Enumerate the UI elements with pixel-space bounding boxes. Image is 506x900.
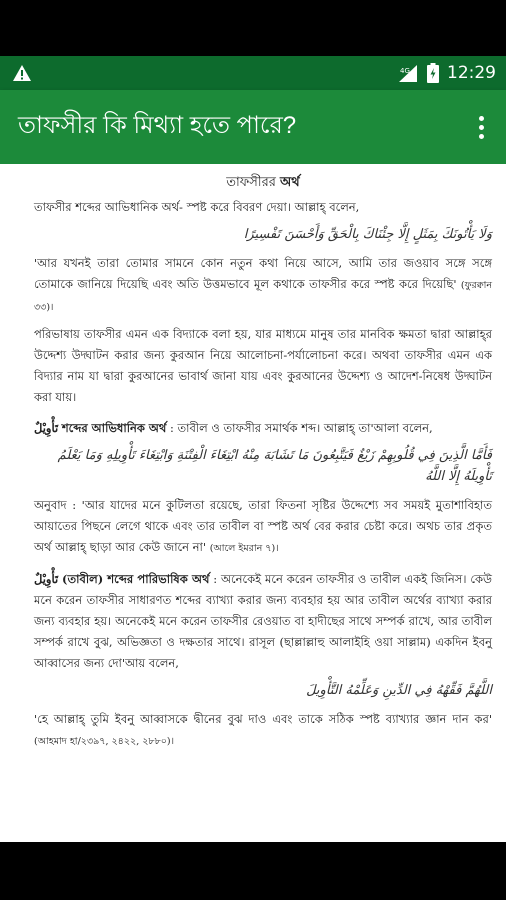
app-title: তাফসীর কি মিথ্যা হতে পারে?	[18, 112, 297, 139]
section-title: শব্দের আভিধানিক অর্থ	[61, 421, 167, 435]
more-vert-icon[interactable]	[470, 107, 492, 147]
battery-icon	[427, 63, 439, 83]
paragraph-5: 'হে আল্লাহ্ তুমি ইবনু আব্বাসকে দ্বীনের বুঝ দাও এবং তাকে সঠিক স্পষ্ট ব্যাখ্যার জ্ঞান দান কর' (আহমাদ হা/২৩৯৭, ২৪২২, ২৮৮০)।	[34, 712, 492, 747]
article-content	[0, 164, 506, 842]
arabic-verse-2: فَأَمَّا الَّذِينَ فِي قُلُوبِهِمْ زَيْغٌ فَيَتَّبِعُونَ مَا تَشَابَهَ مِنْهُ ابْتِغَاءَ الْفِتْنَةِ وَابْتِغَاءَ تَأْوِيلِهِ وَمَا يَعْلَمُ تَأْوِيلَهُ إِلَّا اللَّهُ	[57, 448, 492, 484]
app-bar	[0, 90, 506, 164]
paragraph-2: 'আর যখনই তারা তোমার সামনে কোন নতুন কথা নিয়ে আসে, আমি তার জওয়াব সঙ্গে সঙ্গে তোমাকে জানিয়ে দিয়েছি এবং অতি উত্তমভাবে মূল কথাকে তাফসীর করে স্পষ্ট করে দিয়েছি' (ফুরক্বান ৩৩)।	[34, 256, 493, 313]
citation-2: (আলে ইমরান ৭)।	[209, 543, 279, 554]
section-title: (তাবীল) শব্দের পারিভাষিক অর্থ	[62, 572, 210, 586]
paragraph-1: তাফসীর শব্দের আভিধানিক অর্থ- স্পষ্ট করে বিবরণ দেয়া। আল্লাহ্ বলেন,	[34, 200, 360, 214]
warning-icon	[12, 64, 32, 82]
article-heading: তাফসীরর অর্থ	[226, 175, 300, 190]
status-bar	[0, 56, 506, 90]
arabic-verse-3: اللَّهُمَّ فَقِّهْهُ فِي الدِّينِ وَعَلِّمْهُ التَّأْوِيلَ	[306, 683, 492, 698]
section-term: تَأْوِيْلٌ	[34, 421, 59, 435]
citation-3: (আহমাদ হা/২৩৯৭, ২৪২২, ২৮৮০)।	[34, 736, 175, 747]
paragraph-4: অনুবাদ : 'আর যাদের মনে কুটিলতা রয়েছে, তারা ফিতনা সৃষ্টির উদ্দেশ্যে সব সময়ই মুতাশাবিহাত আয়াতের পিছনে লেগে থাকে এবং তার তাবীল বা স্পষ্ট অর্থ বের করার চেষ্টা করে। অথচ তার প্রকৃত অর্থ আল্লাহ্ ছাড়া আর কেউ জানে না' (আলে ইমরান ৭)।	[34, 498, 492, 554]
clock: 12:29	[447, 63, 496, 83]
section-term: تَأْوِيْلٌ	[34, 572, 59, 586]
arabic-verse-1: وَلَا يَأْتُونَكَ بِمَثَلٍ إِلَّا جِئْنَاكَ بِالْحَقِّ وَأَحْسَنَ تَفْسِيرًا	[243, 227, 492, 242]
network-label: 4G	[400, 67, 410, 75]
paragraph-3: পরিভাষায় তাফসীর এমন এক বিদ্যাকে বলা হয়, যার মাধ্যমে মানুষ তার মানবিক ক্ষমতা দ্বারা আল্লাহ্‌র উদ্দেশ্য উদ্ঘাটন করার জন্য কুরআন নিয়ে আলোচনা-পর্যালোচনা করে। অথবা তাফসীর এমন এক বিদ্যার নাম যা দ্বারা কুরআনের ভাবার্থ জানা যায় এবং কুরআনের উদ্দেশ্য ও আদেশ-নিষেধ উদ্ঘাটন করা যায়।	[34, 327, 492, 404]
section-literal-meaning: تَأْوِيْلٌ শব্দের আভিধানিক অর্থ : তাবীল ও তাফসীর সমার্থক শব্দ। আল্লাহ্ তা'আলা বলেন,	[34, 421, 433, 435]
top-black-bar	[0, 0, 506, 56]
citation-1: (ফুরক্বান ৩৩)।	[34, 280, 493, 313]
signal-icon	[397, 64, 419, 82]
section-technical-meaning: تَأْوِيْلٌ (তাবীল) শব্দের পারিভাষিক অর্থ : অনেকেই মনে করেন তাফসীর ও তাবীল একই জিনিস। কেউ মনে করেন তাফসীর সাধারণত শব্দের ব্যাখ্যা করার জন্য ব্যবহার হয় আর তাবীল অর্থের ব্যাখ্যা করার জন্য ব্যবহার হয়। অনেকেই মনে করেন তাফসীর রেওয়াত বা হাদীছের সাথে সম্পর্ক রাখে, আর তাবীল সম্পর্ক রাখে বুঝ, অভিজ্ঞতা ও দক্ষতার সাথে। রাসূল (ছাল্লাল্লাহু আলাইহি ওয়া সাল্লাম) একদিন ইবনু আব্বাসের জন্য দো'আয় বলেন,	[34, 572, 492, 670]
bottom-black-bar	[0, 842, 506, 900]
